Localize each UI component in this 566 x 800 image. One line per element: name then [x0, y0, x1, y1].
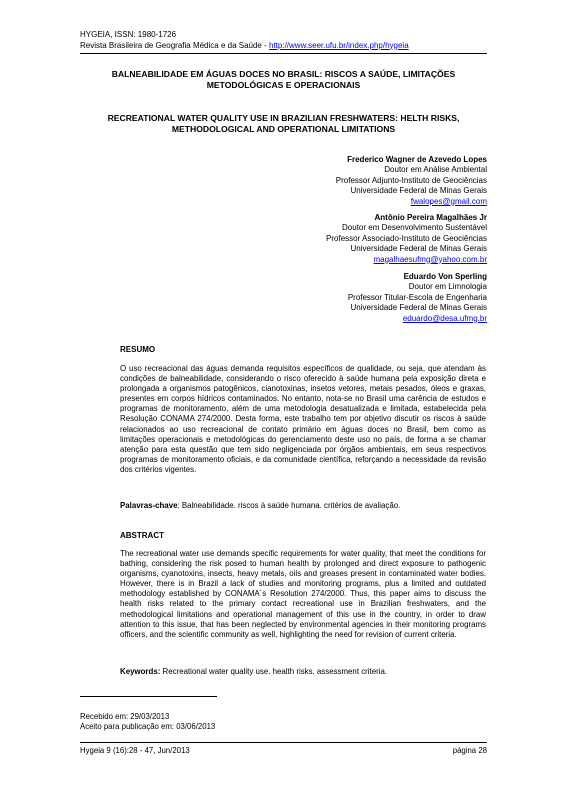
author-institution: Universidade Federal de Minas Gerais	[350, 244, 487, 254]
keywords-label: Keywords:	[120, 667, 161, 676]
author-name: Frederico Wagner de Azevedo Lopes	[347, 155, 487, 164]
journal-header	[80, 30, 409, 51]
keywords-label: Palavras-chave	[120, 501, 178, 510]
footer-rule	[80, 742, 487, 743]
author-institution: Universidade Federal de Minas Gerais	[350, 303, 487, 313]
abstract-text: The recreational water use demands specific requirements for water quality, that meet the conditions for bathing, considering the risk posed to human health by prolonged and direct exposure to pathogenic organisms, cyanotoxins, insects, heavy metals, oils and greases present in contaminated water bodies. However, there is in Brazil a lack of studies and monitoring programs, plus a limited and outdated methodology established by CONAMA´s Resolution 274/2000. Thus, this paper aims to discuss the health risks related to the primary contact recreational use in Brazilian freshwaters, and the methodological limitations and operational management of this use in the country, in order to draw attention to this issue, that has been neglected by environmental agencies in their monitoring programs officers, and the scientific community as well, highlighting the need for revision of current criteria.	[120, 549, 486, 639]
author-email-link[interactable]: eduardo@desa.ufmg.br	[402, 313, 487, 323]
title-english	[80, 113, 487, 135]
footer-citation: Hygeia 9 (16):28 - 47, Jun/2013	[80, 746, 190, 755]
page-number: página 28	[452, 746, 487, 755]
keywords-text: : Balneabilidade. riscos à saúde humana. critérios de avaliação.	[177, 501, 401, 510]
title-portuguese	[80, 69, 487, 91]
journal-url-link[interactable]: http://www.seer.ufu.br/index.php/hygeia	[269, 40, 409, 50]
keywords-text: Recreational water quality use. health risks. assessment criteria.	[160, 667, 388, 676]
footnote	[80, 712, 215, 733]
resumo-text: O uso recreacional das águas demanda requisitos específicos de qualidade, ou seja, que atendam às condições de balneabilidade, considerando o risco oferecido à saúde humana pela exposição direta e prolongada a organismos patogênicos, cianotoxinas, insetos vetores, metais pesados, óleos e graxas, presentes em corpos hídricos contaminados. No entanto, nota-se no Brasil uma carência de estudos e programas de monitoramento, além de uma metodologia desatualizada e limitada, estabelecida pela Resolução CONAMA 274/2000. Desta forma, este trabalho tem por objetivo discutir os riscos à saúde relacionados ao uso recreacional de contato primário em águas doces no Brasil, bem como as limitações operacionais e metodológicas do gerenciamento deste uso no país, de forma a se chamar atenção para esta questão que tem sido negligenciada por órgãos ambientais, em seus respectivos programas de monitoramento oficiais, e da comunidade científica, reforçando a necessidade da revisão dos critérios vigentes.	[120, 364, 486, 474]
author-block	[227, 272, 487, 324]
journal-issn: HYGEIA, ISSN: 1980-1726	[80, 30, 177, 39]
title-en-line: METHODOLOGICAL AND OPERATIONAL LIMITATIONS	[171, 124, 396, 134]
author-name: Eduardo Von Sperling	[403, 272, 487, 281]
author-degree: Doutor em Limnologia	[408, 282, 487, 292]
journal-name-line	[80, 41, 409, 52]
received-date: Recebido em: 29/03/2013	[80, 712, 170, 721]
author-position: Professor Titular-Escola de Engenharia	[347, 292, 487, 302]
author-degree: Doutor em Análise Ambiental	[384, 165, 487, 175]
author-degree: Doutor em Desenvolvimento Sustentável	[342, 223, 487, 233]
footnote-rule	[80, 696, 217, 697]
author-position: Professor Adjunto-Instituto de Geociências	[335, 175, 487, 185]
author-name: Antônio Pereira Magalhães Jr	[374, 213, 487, 222]
title-pt-line: METODOLÓGICAS E OPERACIONAIS	[206, 80, 361, 90]
title-en-line: RECREATIONAL WATER QUALITY USE IN BRAZILIAN FRESHWATERS: HELTH RISKS,	[107, 113, 460, 123]
title-pt-line: BALNEABILIDADE EM ÁGUAS DOCES NO BRASIL: RISCOS A SAÚDE, LIMITAÇÕES	[111, 69, 456, 79]
author-position: Professor Associado-Instituto de Geociências	[326, 233, 487, 243]
author-email-link[interactable]: fwalopes@gmail.com	[410, 196, 487, 206]
header-rule	[80, 53, 487, 54]
author-email-link[interactable]: magalhaesufmg@yahoo.com.br	[373, 254, 487, 264]
resumo-heading: RESUMO	[120, 345, 156, 354]
author-institution: Universidade Federal de Minas Gerais	[350, 186, 487, 196]
resumo-keywords	[120, 501, 486, 511]
abstract-keywords	[120, 667, 486, 677]
author-block	[227, 213, 487, 265]
journal-name: Revista Brasileira de Geografia Médica e da Saúde -	[80, 40, 269, 50]
author-block	[227, 155, 487, 207]
accepted-date: Aceito para publicação em: 03/06/2013	[80, 722, 216, 732]
abstract-heading: ABSTRACT	[120, 531, 164, 540]
